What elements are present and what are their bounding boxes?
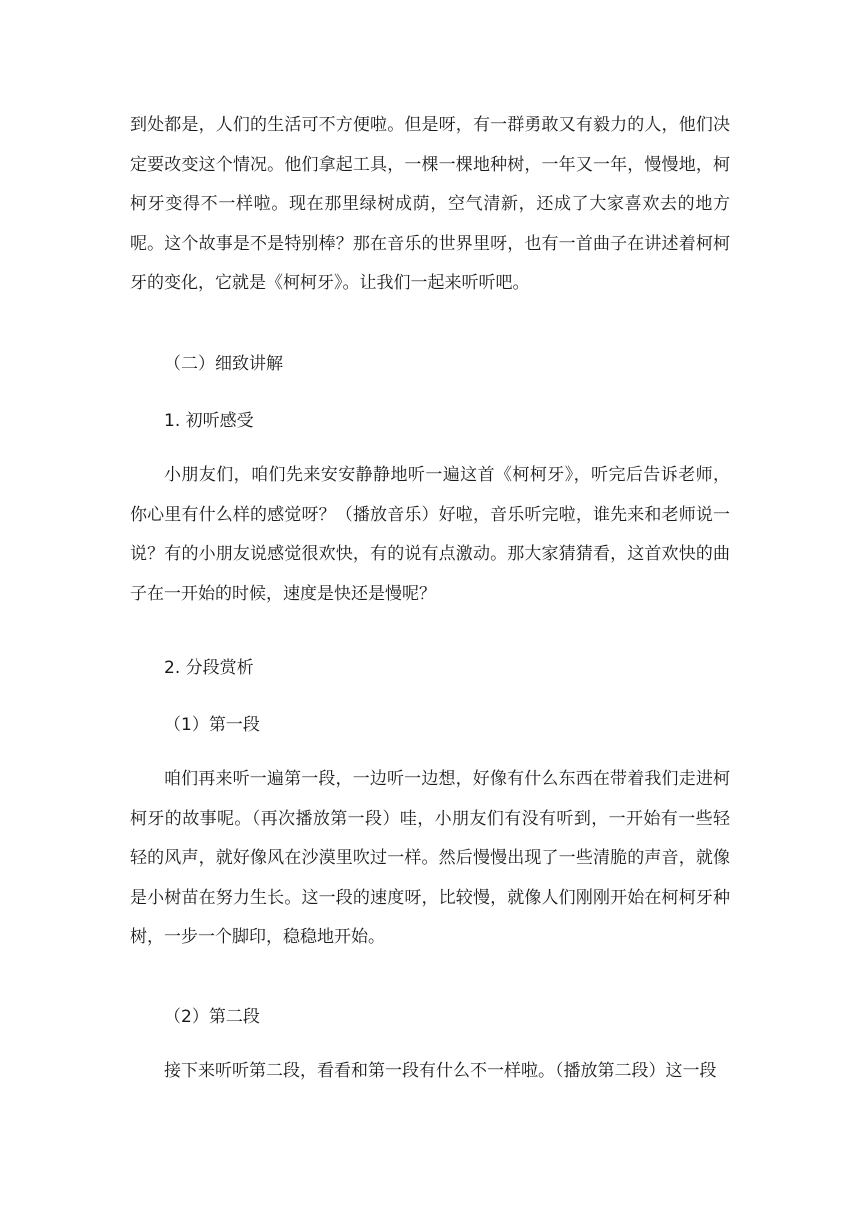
paragraph-part-one xyxy=(130,760,730,958)
subheading-segment-analysis: 2. 分段赏析 xyxy=(164,658,254,678)
paragraph-text: 接下来听听第二段，看看和第一段有什么不一样啦。（播放第二段）这一段 xyxy=(164,1061,717,1081)
paragraph-text: 咱们再来听一遍第一段，一边听一边想，好像有什么东西在带着我们走进柯柯牙的故事呢。（再次播放第一段）哇，小朋友们有没有听到，一开始有一些轻轻的风声，就好像风在沙漠里吹过一样。然后慢慢出现了一些清脆的声音，就像是小树苗在努力生长。这一段的速度呀，比较慢，就像人们刚刚开始在柯柯牙种树，一步一个脚印，稳稳地开始。 xyxy=(130,769,730,947)
section-heading-detailed-explanation: （二）细致讲解 xyxy=(164,354,283,374)
subheading-part-one: （1）第一段 xyxy=(164,715,260,735)
paragraph-first-listening xyxy=(130,456,730,614)
paragraph-part-two xyxy=(130,1052,730,1092)
subheading-first-listening: 1. 初听感受 xyxy=(164,411,254,431)
subheading-part-two: （2）第二段 xyxy=(164,1007,260,1027)
paragraph-intro-continued xyxy=(130,106,730,304)
paragraph-text: 到处都是，人们的生活可不方便啦。但是呀，有一群勇敢又有毅力的人，他们决定要改变这个情况。他们拿起工具，一棵一棵地种树，一年又一年，慢慢地，柯柯牙变得不一样啦。现在那里绿树成荫，空气清新，还成了大家喜欢去的地方呢。这个故事是不是特别棒？那在音乐的世界里呀，也有一首曲子在讲述着柯柯牙的变化，它就是《柯柯牙》。让我们一起来听听吧。 xyxy=(130,115,730,293)
paragraph-text: 小朋友们，咱们先来安安静静地听一遍这首《柯柯牙》，听完后告诉老师，你心里有什么样的感觉呀？（播放音乐）好啦，音乐听完啦，谁先来和老师说一说？有的小朋友说感觉很欢快，有的说有点激动。那大家猜猜看，这首欢快的曲子在一开始的时候，速度是快还是慢呢？ xyxy=(130,465,730,604)
